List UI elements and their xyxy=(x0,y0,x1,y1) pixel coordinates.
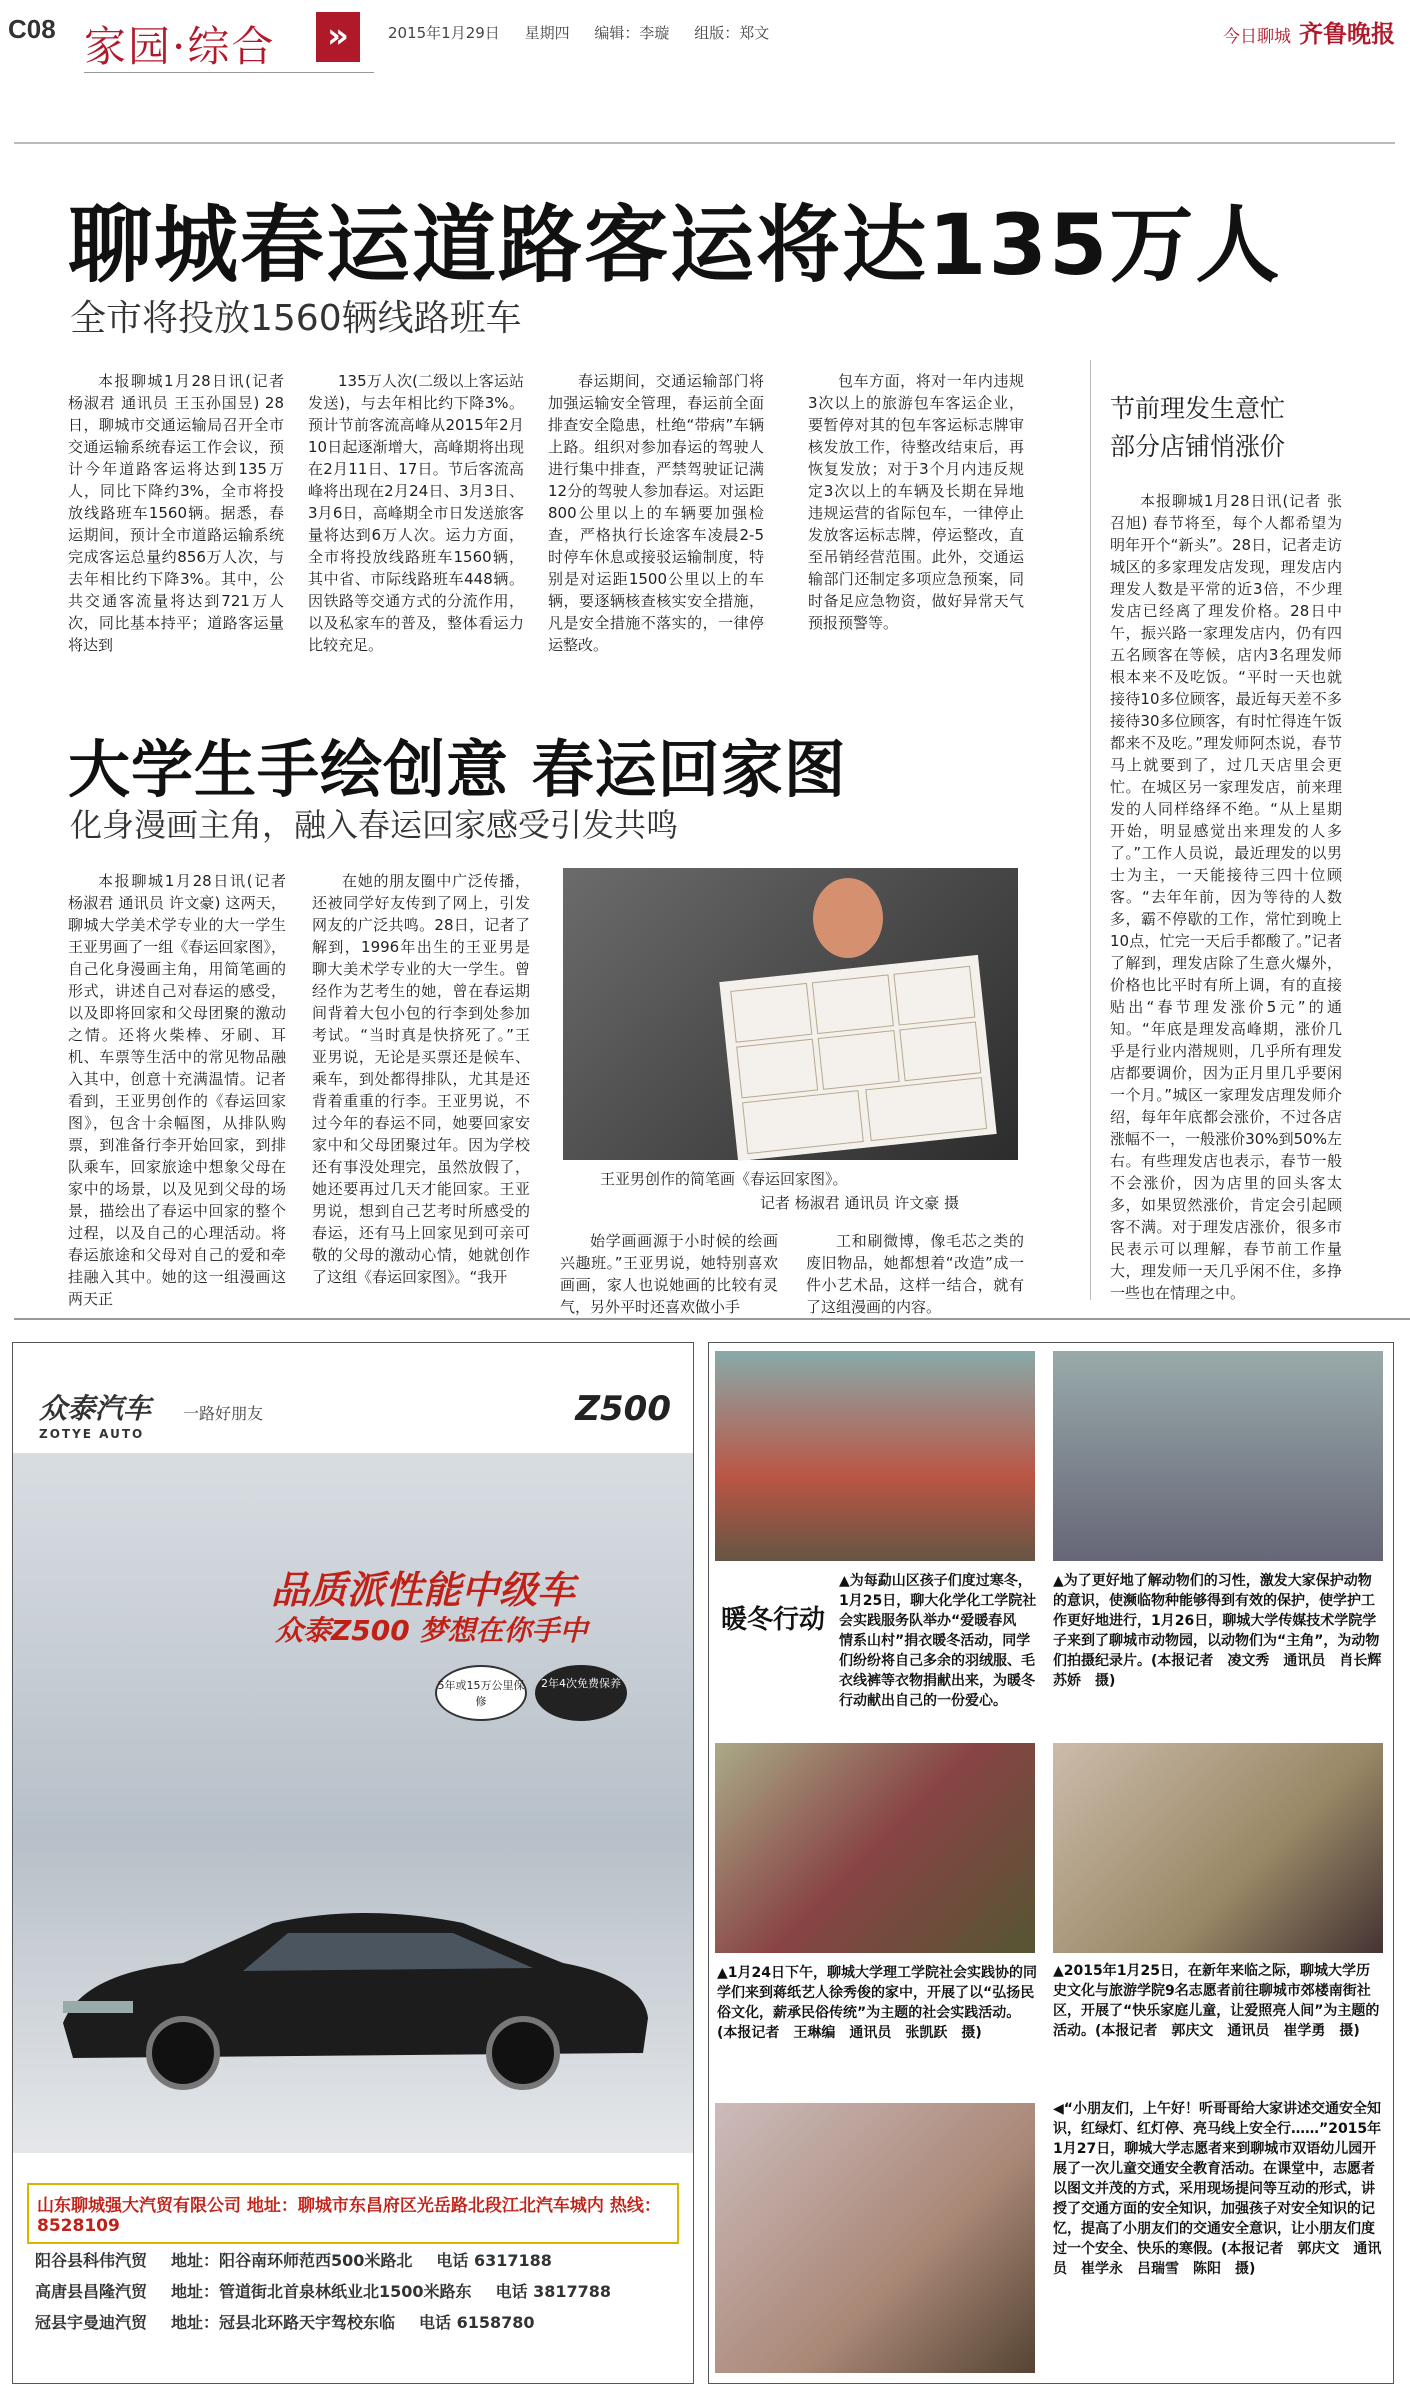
student-figure xyxy=(813,878,883,958)
side-headline-line2: 部分店铺悄涨价 xyxy=(1110,432,1286,461)
drawing-photo-credit: 记者 杨淑君 通讯员 许文豪 摄 xyxy=(760,1194,960,1212)
ad-headline: 品质派性能中级车 xyxy=(271,1568,576,1612)
article1-headline: 聊城春运道路客运将达135万人 xyxy=(68,196,1282,294)
side-column xyxy=(1110,490,1342,1302)
section-dot: · xyxy=(172,22,188,71)
header-rule xyxy=(14,142,1395,144)
article1-text-4: 包车方面，将对一年内违规3次以上的旅游包车客运企业，要暂停对其的包车客运标志牌审核发放工作，待整改结束后，再恢复发放；对于3个月内违反规定3次以上的车辆及长期在异地违规运营的省际包车，一律停止发放客运标志牌，停运整改，直至吊销经营范围。此外，交通运输部门还制定多项应急预案，同时备足应急物资，做好异常天气预报预警等。 xyxy=(808,372,1024,632)
photo-gallery xyxy=(708,1342,1394,2384)
car-illustration xyxy=(43,1883,663,2093)
gallery-caption-3: ▲1月24日下午，聊城大学理工学院社会实践协的同学们来到蒋纸艺人徐秀俊的家中，开展了以“弘扬民俗文化，薪承民俗传统”为主题的社会实践活动。(本报记者 王琳编 通讯员 张凯跃 摄) xyxy=(717,1965,1037,2041)
article2-column-2 xyxy=(312,870,530,1300)
side-headline-line1: 节前理发生意忙 xyxy=(1110,394,1286,423)
side-divider xyxy=(1090,360,1091,1300)
section-name-b: 综合 xyxy=(187,22,276,71)
article1-subheadline: 全市将投放1560辆线路班车 xyxy=(70,298,522,339)
article1-column-1 xyxy=(68,370,284,690)
ad-dealer-info xyxy=(13,2183,693,2337)
article2-text-1: 本报聊城1月28日讯(记者 杨淑君 通讯员 许文豪) 这两天，聊城大学美术学专业的大一学生王亚男画了一组《春运回家图》，自己化身漫画主角，用简笔画的形式，讲述自己对春运的感受，以及即将回家和父母团聚的激动之情。还将火柴棒、牙刷、耳机、车票等生活中的常见物品融入其中，创意十充满温情。记者看到，王亚男创作的《春运回家图》，包含十余幅图，从排队购票，到准备行李开始回家，到排队乘车，回家旅途中想象父母在家中的场景，以及见到父母的场景，描绘出了春运中回家的整个过程，以及自己的心理活动。将春运旅途和父母对自己的爱和牵挂融入其中。她的这一组漫画这两天正 xyxy=(68,872,286,1308)
ad-model: Z500 xyxy=(575,1389,671,1429)
ad-subhead: 众泰Z500 梦想在你手中 xyxy=(275,1614,588,1647)
poster-artwork xyxy=(719,955,996,1161)
paper-brand xyxy=(1223,14,1395,49)
branch-phone: 电话 6158780 xyxy=(419,2313,535,2332)
ad-brand: 众泰汽车 xyxy=(39,1392,152,1425)
section-title xyxy=(84,14,275,74)
branch-address: 地址：阳谷南环师范西500米路北 xyxy=(171,2251,413,2270)
side-text: 本报聊城1月28日讯(记者 张召旭) 春节将至，每个人都希望为明年开个“新头”。28日，记者走访城区的多家理发店发现，理发店内理发人数是平常的近3倍，不少理发店已经离了理发价格。28日中午，振兴路一家理发店内，仍有四五名顾客在等候，店内3名理发师根本来不及吃饭。“平时一天也就接待10多位顾客，最近每天差不多接待30多位顾客，有时忙得连午饭都来不及吃。”理发师阿杰说，春节马上就要到了，过几天店里会更忙。在城区另一家理发店，前来理发的人同样络绎不绝。“从上星期开始，明显感觉出来理发的人多了。”工作人员说，最近理发的以男士为主，一天能接待三四十位顾客。“去年年前，因为等待的人数多，霸不停歇的工作，常忙到晚上10点，忙完一天后手都酸了。”记者了解到，理发店除了生意火爆外，价格也比平时有所上调，有的直接贴出“春节理发涨价5元”的通知。“年底是理发高峰期，涨价几乎是行业内潜规则，几乎所有理发店都要调价，因为正月里几乎要闲一个月。”城区一家理发店理发师介绍，每年年底都会涨价，不过各店涨幅不一，一般涨价30%到50%左右。有些理发店也表示，春节一般不会涨价，因为店里的回头客太多，如果贸然涨价，肯定会引起顾客不满。对于理发店涨价，很多市民表示可以理解，春节前工作量大，理发师一天几乎闲不住，多挣一些也在情理之中。 xyxy=(1110,492,1342,1302)
article1-text-3: 春运期间，交通运输部门将加强运输安全管理，春运前全面排查安全隐患，杜绝“带病”车辆上路。组织对参加春运的驾驶人进行集中排查，严禁驾驶证记满12分的驾驶人参加春运。对运距800公里以上的车辆要加强检查，严格执行长途客车凌晨2-5时停车休息或接驳运输制度，特别是对运距1500公里以上的车辆，要逐辆核查核实安全措施，凡是安全措施不落实的，一律停运整改。 xyxy=(548,372,764,654)
branch-phone: 电话 3817788 xyxy=(495,2282,612,2301)
ad-brand-logo xyxy=(39,1387,151,1441)
gallery-caption-2: ▲为了更好地了解动物们的习性，激发大家保护动物的意识，使濒临物种能够得到有效的保护，使学护工作更好地进行，1月26日，聊城大学传媒技术学院学子来到了聊城市动物园，以动物们为“主角”，为动物们拍摄纪录片。(本报记者 凌文秀 通讯员 肖长辉 苏娇 摄) xyxy=(1053,1573,1396,1689)
drawing-photo xyxy=(563,868,1018,1160)
branch-name: 冠县宇曼迪汽贸 xyxy=(35,2313,148,2332)
paper-name: 齐鲁晚报 xyxy=(1299,19,1395,48)
article1-text-2: 135万人次(二级以上客运站发送)，与去年相比约下降3%。预计节前客流高峰从2015年2月10日起逐渐增大，高峰期将出现在2月11日、17日。节后客流高峰将出现在2月24日、3月3日、3月6日，高峰期全市日发送旅客量将达到6万人次。运力方面，全市将投放线路班车1560辆，其中省、市际线路班车448辆。因铁路等交通方式的分流作用，以及私家车的普及，整体看运力比较充足。 xyxy=(308,372,524,654)
article1-text-1: 本报聊城1月28日讯(记者 杨淑君 通讯员 王玉孙国昱) 28日，聊城市交通运输局召开全市交通运输系统春运工作会议，预计今年道路客运将达到135万人，同比下降约3%，全市将投放线路班车1560辆。据悉，春运期间，预计全市道路运输系统完成客运总量约856万人次，与去年相比约下降3%。其中，公共交通客流量将达到721万人次，同比基本持平；道路客运量将达到 xyxy=(68,372,284,654)
maintenance-badge: 2年4次免费保养 xyxy=(535,1665,627,1721)
header-meta xyxy=(388,22,789,43)
branch-phone: 电话 6317188 xyxy=(436,2251,552,2270)
ad-brand-en: ZOTYE AUTO xyxy=(39,1427,145,1441)
ad-car-image xyxy=(13,1453,693,2153)
ad-topbar xyxy=(13,1343,693,1453)
warranty-badge: 5年或15万公里保修 xyxy=(435,1665,527,1721)
ad-main-dealer: 山东聊城强大汽贸有限公司 地址：聊城市东昌府区光岳路北段江北汽车城内 热线：8528109 xyxy=(27,2183,679,2244)
gallery-caption-1: ▲为每勐山区孩子们度过寒冬，1月25日，聊大化学化工学院社会实践服务队举办“爱暖春风 情系山村”捐衣暖冬活动，同学们纷纷将自己多余的羽绒服、毛衣线裤等衣物捐献出来，为暖冬行动献出自己的一份爱心。 xyxy=(839,1573,1037,1709)
section-name-a: 家园 xyxy=(84,22,173,71)
ad-branch-row xyxy=(13,2244,693,2275)
editor-credit: 编辑：李璇 xyxy=(594,24,670,42)
article2-text-3: 始学画画源于小时候的绘画兴趣班。”王亚男说，她特别喜欢画画，家人也说她画的比较有灵气，另外平时还喜欢做小手 xyxy=(560,1232,778,1316)
article1-column-4 xyxy=(808,370,1024,690)
ad-branch-row xyxy=(13,2275,693,2306)
article2-column-3 xyxy=(560,1230,778,1316)
article2-headline: 大学生手绘创意 春运回家图 xyxy=(68,733,847,806)
gallery-caption-5: ◀“小朋友们，上午好！听哥哥给大家讲述交通安全知识，红绿灯、红灯停、亮马线上安全行……”2015年1月27日，聊城大学志愿者来到聊城市双语幼儿园开展了一次儿童交通安全教育活动。在课堂中，志愿者以图文并茂的方式，采用现场提问等互动的形式，讲授了交通方面的安全知识，加强孩子对安全知识的记忆，提高了小朋友们的交通安全意识，让小朋友们度过一个安全、快乐的寒假。(本报记者 郭庆文 通讯员 崔学永 吕瑞雪 陈阳 摄) xyxy=(1053,2101,1382,2277)
article2-text-4: 工和刷微博，像毛芯之类的废旧物品，她都想着“改造”成一件小艺术品，这样一结合，就有了这组漫画的内容。 xyxy=(806,1232,1024,1316)
gallery-photo-safety xyxy=(715,2103,1035,2373)
drawing-photo-caption: 王亚男创作的简笔画《春运回家图》。 xyxy=(600,1170,848,1188)
car-advertisement xyxy=(12,1342,694,2384)
branch-name: 高唐县昌隆汽贸 xyxy=(35,2282,148,2301)
article2-column-1 xyxy=(68,870,286,1308)
layout-credit: 组版：郑文 xyxy=(694,24,770,42)
brand-tag: 今日聊城 xyxy=(1223,27,1291,47)
issue-date: 2015年1月29日 xyxy=(388,24,500,42)
side-headline xyxy=(1110,390,1285,466)
ad-slogan: 一路好朋友 xyxy=(183,1404,264,1423)
article2-subheadline: 化身漫画主角，融入春运回家感受引发共鸣 xyxy=(70,806,679,844)
branch-address: 地址：冠县北环路天宇驾校东临 xyxy=(171,2313,396,2332)
warm-winter-title: 暖冬行动 xyxy=(721,1605,826,1635)
bottom-rule xyxy=(14,1318,1410,1320)
gallery-photo-volunteers xyxy=(1053,1743,1383,1953)
page-number: C08 xyxy=(8,14,56,44)
branch-address: 地址：管道街北首泉林纸业北1500米路东 xyxy=(171,2282,472,2301)
article2-text-2: 在她的朋友圈中广泛传播，还被同学好友传到了网上，引发网友的广泛共鸣。28日，记者了解到，1996年出生的王亚男是聊大美术学专业的大一学生。曾经作为艺考生的她，曾在春运期间背着大包小包的行李到处参加考试。“当时真是快挤死了。”王亚男说，无论是买票还是候车、乘车，到处都得排队，尤其是还背着重重的行李。王亚男说，不过今年的春运不同，她要回家安家中和父母团聚过年。因为学校还有事没处理完，虽然放假了，她还要再过几天才能回家。王亚男说，想到自己艺考时所感受的春运，还有马上回家见到可亲可敬的父母的激动心情，她就创作了这组《春运回家图》。“我开 xyxy=(312,872,530,1286)
branch-name: 阳谷县科伟汽贸 xyxy=(35,2251,148,2270)
article2-column-4 xyxy=(806,1230,1024,1316)
gallery-photo-donation xyxy=(715,1351,1035,1561)
gallery-photo-zoo xyxy=(1053,1351,1383,1561)
gallery-caption-4: ▲2015年1月25日，在新年来临之际，聊城大学历史文化与旅游学院9名志愿者前往聊城市郊楼南街社区，开展了“快乐家庭儿童，让爱照亮人间”为主题的活动。(本报记者 郭庆文 通讯员 崔学勇 摄) xyxy=(1053,1963,1380,2039)
issue-weekday: 星期四 xyxy=(524,24,570,42)
ad-branch-row xyxy=(13,2306,693,2337)
chevron-icon: » xyxy=(316,12,360,62)
article1-column-3 xyxy=(548,370,764,690)
gallery-photo-papercut xyxy=(715,1743,1035,1953)
article1-column-2 xyxy=(308,370,524,690)
